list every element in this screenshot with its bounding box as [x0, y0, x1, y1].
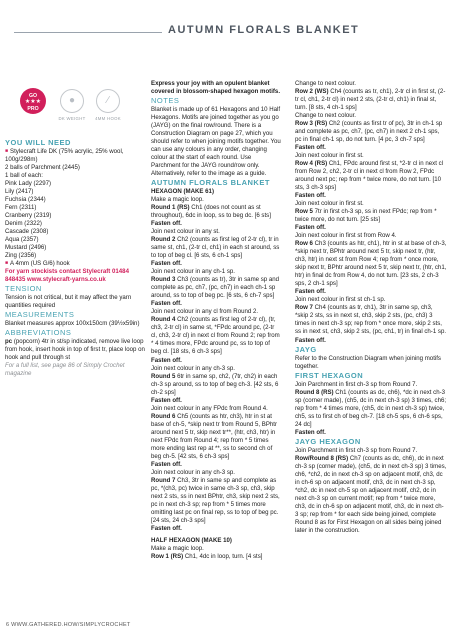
round-label: Round 7: [151, 476, 176, 484]
fasten-off: Fasten off.: [295, 428, 326, 436]
hook-size-caption: 4MM HOOK: [95, 116, 121, 121]
row-text: 7tr in first ch-3 sp, ss in next FPdc; rep from * twice more, do not turn. [25 sts]: [295, 208, 437, 224]
yarn-weight-caption: DK WEIGHT: [58, 116, 86, 121]
fasten-off: Fasten off.: [295, 288, 326, 296]
round-text: Ch2 (counts as first leg of 2-tr cl), (tr, ch3, 2-tr cl) in same st, *FPdc around pc, (2-tr cl, ch3, 2-tr cl) in next cl from Round 2; rep from * 4 times more, FPdc around pc, ss to top of beg cl. [18 sts, 6 ch-3 sps]: [151, 316, 280, 356]
abbreviation-definition: (popcorn) 4tr in st/sp indicated, remove live loop from hook, insert hook in top of first tr, place loop on hook and pull through st: [5, 338, 145, 362]
hexagon-heading: HEXAGON (MAKE 61): [151, 188, 214, 196]
first-round-8: [295, 389, 447, 429]
round-text: Ch7 (counts as dc, ch6), dc in next ch-3 sp (corner made), (ch5, dc in next ch-3 sp) 3 times, ch6, *ch2, dc in next ch-3 sp on adjacent motif, ch3, dc in ch-6 sp on adjacent motif, ch3, dc in next ch-3 sp, *ch2, dc in next ch-5 sp on adjacent motif, ch2, dc in next ch-3 sp on current motif; rep from * twice more, ch3, dc in ch-6 sp on adjacent motif, ch3, dc in next ch-3 sp; rep from * for each side being joined, complete Round 8 as for First Hexagon on all sides being joined later in the construction.: [295, 454, 447, 534]
round-label: Round 4: [151, 316, 176, 324]
round-4: [151, 316, 281, 356]
row-label: Row 3 (RS): [295, 120, 328, 128]
row-label: Row 2 (WS): [295, 88, 329, 96]
needs-item: Fern (2311): [5, 204, 37, 212]
half-row-2: [295, 88, 447, 112]
round-label: Round 8 (RS): [295, 388, 334, 396]
needs-item: ■ A 4mm (US G/6) hook: [5, 260, 145, 268]
fasten-off: Fasten off.: [151, 356, 182, 364]
instruction: Join Parchment in first ch-3 sp from Round 7.: [295, 446, 418, 454]
half-row-3: [295, 120, 447, 144]
round-label: Round 6: [151, 412, 176, 420]
fasten-off: Fasten off.: [151, 260, 182, 268]
abbreviation-reference: For a full list, see page 86 of Simply Crochet magazine: [5, 362, 125, 378]
header-rule: [14, 32, 162, 33]
jayg-text: Refer to the Construction Diagram when joining motifs together.: [295, 354, 441, 370]
round-label: Row/Round 8 (RS): [295, 454, 349, 462]
row-text: Ch1, 4dc in loop, turn. [4 sts]: [184, 552, 263, 560]
half-row-5: [295, 208, 447, 224]
instruction: Join next colour in first st from Row 4.: [295, 232, 397, 240]
instruction: Join next colour in any ch-3 sp.: [151, 468, 236, 476]
notes-text: Blanket is made up of 61 Hexagons and 10 Half Hexagons. Motifs are joined together as you go (JAYG) on the final row/round. There is a Construction Diagram on page 27, which you should refer to when joining motifs together. You can use any colours in any order, changing colour at the start of each round. Use Parchment for the JAYG round/row only. Alternatively, refer to the image as a guide.: [151, 106, 281, 178]
instruction: Change to next colour.: [295, 80, 356, 87]
fasten-off: Fasten off.: [151, 220, 182, 228]
instruction: Join next colour in any ch-1 sp.: [151, 268, 236, 276]
fasten-off: Fasten off.: [295, 192, 326, 200]
round-label: Round 3: [151, 276, 176, 284]
abbreviations-heading: ABBREVIATIONS: [5, 328, 72, 338]
instruction: Change to next colour.: [295, 112, 356, 120]
round-1: [151, 204, 281, 220]
pattern-column-1: [151, 80, 281, 561]
row-label: Row 4 (RS): [295, 160, 328, 168]
skill-stars: ★★★: [24, 99, 42, 105]
instruction: Join next colour in any cl from Round 2.: [151, 308, 259, 316]
needs-item: ■ Stylecraft Life DK (75% acrylic, 25% wool, 100g/298m): [5, 148, 145, 164]
tension-heading: TENSION: [5, 284, 42, 294]
page-footer: 6 WWW.GATHERED.HOW/SIMPLYCROCHET: [6, 622, 131, 628]
first-hexagon-heading: FIRST HEXAGON: [295, 370, 364, 380]
round-6: [151, 413, 281, 461]
round-text: Ch1 (does not count as st throughout), 6dc in loop, ss to beg dc. [6 sts]: [151, 204, 271, 220]
instruction: Join next colour in first st.: [295, 200, 364, 208]
needs-item: Cascade (2308): [5, 228, 49, 236]
round-text: Ch2 (counts as first leg of 2-tr cl), tr in same st, ch1, (2-tr cl, ch1) in each st around, ss to top of beg cl. [6 sts, 6 ch-1 sps]: [151, 236, 280, 260]
needs-item: Mustard (2496): [5, 244, 47, 252]
skill-level-badge: [20, 88, 46, 114]
half-hexagon-heading: HALF HEXAGON (MAKE 10): [151, 536, 232, 544]
intro-text: Express your joy with an opulent blanket covered in blossom-shaped hexagon motifs.: [151, 80, 281, 96]
half-row-7: [295, 304, 447, 336]
jayg-heading: JAYG: [295, 344, 317, 354]
round-text: Ch3 (counts as tr), 3tr in same sp and complete as pc, ch7, (pc, ch7) in each ch-1 sp around, ss to top of beg pc. [6 sts, 6 ch-7 sps]: [151, 276, 280, 300]
pattern-column-2: [295, 80, 447, 535]
row-text: Ch3 (counts as htr, ch1), htr in st at base of ch-3, *skip next tr, BPhtr around next 5 tr, skip next tr, (htr, ch3, htr) in next st from Row 4; rep from * once more, skip next tr, BPhtr around next 5 tr, skip next tr, (htr, ch1, htr) in final dc from Row 4, do not turn. [23 sts, 2 ch-3 sps, 2 ch-1 sps]: [295, 240, 447, 288]
half-row-6: [295, 240, 447, 288]
instruction: Make a magic loop.: [151, 196, 204, 204]
crochet-hook-icon: ∕: [96, 89, 120, 113]
row-label: Row 5: [295, 208, 313, 216]
round-7: [151, 477, 281, 525]
row-label: Row 1 (RS): [151, 552, 184, 560]
page-title: AUTUMN FLORALS BLANKET: [168, 24, 360, 36]
instruction: Join next colour in first st ch-1 sp.: [295, 296, 386, 304]
instruction: Join Parchment in first ch-3 sp from Round 7.: [295, 380, 418, 388]
round-text: Ch5 (counts as htr, ch3), htr in st at base of ch-5, *skip next tr from Round 5, BPhtr around next 5 tr, skip next tr**, (htr, ch3, htr) in next FPdc from Round 4; rep from * 5 times more ending last rep at **, ss to second ch of beg ch-5. [42 sts, 6 ch-3 sps]: [151, 412, 277, 460]
row-label: Row 6: [295, 240, 313, 248]
needs-item: 1 ball of each:: [5, 172, 43, 180]
skill-level-top: GO: [28, 93, 38, 99]
instruction: Join next colour in any st.: [151, 228, 220, 236]
tension-text: Tension is not critical, but it may affect the yarn quantities required: [5, 294, 132, 310]
round-5: [151, 373, 281, 397]
needs-item: Zing (2356): [5, 252, 37, 260]
abbreviation-entry: [5, 338, 145, 362]
round-3: [151, 276, 281, 300]
notes-heading: NOTES: [151, 96, 180, 106]
jayg-round-8: [295, 455, 447, 535]
needs-item: Fuchsia (2344): [5, 196, 46, 204]
needs-item: Denim (2322): [5, 220, 42, 228]
fasten-off: Fasten off.: [295, 336, 326, 344]
fasten-off: Fasten off.: [151, 396, 182, 404]
page-header: [0, 22, 453, 42]
row-text: Ch4 (counts as tr, ch1), 2-tr cl in first st, (2-tr cl, ch1, 2-tr cl) in next 2 sts, (2-tr cl, ch1) in final st, turn. [8 sts, 4 ch-1 sps]: [295, 88, 446, 112]
half-row-4: [295, 160, 447, 192]
fasten-off: Fasten off.: [151, 524, 182, 532]
row-text: Ch2 (counts as first tr of pc), 3tr in ch-1 sp and complete as pc, ch7, (pc, ch7) in next 2 ch-1 sps, pc in final ch-1 sp, do not turn. [4 pc, 3 ch-7 sps]: [295, 120, 443, 144]
instruction: Join next colour in first st.: [295, 152, 364, 160]
instruction: Join next colour in any ch-3 sp.: [151, 364, 236, 372]
round-label: Round 2: [151, 236, 176, 244]
yarn-ball-icon: ●: [60, 89, 84, 113]
fasten-off: Fasten off.: [151, 300, 182, 308]
round-2: [151, 236, 281, 260]
fasten-off: Fasten off.: [295, 144, 326, 152]
needs-item: 2 balls of Parchment (2445): [5, 164, 80, 172]
round-label: Round 1 (RS): [151, 204, 190, 212]
needs-item: Pink Lady (2297): [5, 180, 52, 188]
abbreviation-term: pc: [5, 338, 13, 346]
needs-item: Aqua (2357): [5, 236, 39, 244]
fasten-off: Fasten off.: [295, 224, 326, 232]
row-text: Ch4 (counts as tr, ch1), 3tr in same sp, ch3, *skip 2 sts, ss in next st, ch3, skip 2 sts, (pc, ch3) 3 times in next ch-3 sp; rep from * once more, skip 2 sts, ss in next st, ch3, skip 2 sts, (pc, ch1, tr) in final ch-1 sp.: [295, 304, 447, 336]
stockists-note: For yarn stockists contact Stylecraft 01484 848435 www.stylecraft-yarns.co.uk: [5, 268, 129, 284]
row-text: Ch1, FPdc around first st, *2-tr cl in next cl from Row 2, ch2, 2-tr cl in next cl from Row 2, FPdc around next pc; rep from * twice more, do not turn. [10 sts, 3 ch-3 sps]: [295, 160, 444, 192]
instruction: Make a magic loop.: [151, 544, 204, 552]
pattern-badges: [20, 88, 148, 134]
pattern-title: AUTUMN FLORALS BLANKET: [151, 178, 270, 188]
round-label: Round 5: [151, 372, 176, 380]
measurements-text: Blanket measures approx 100x150cm (39½x59in): [5, 320, 140, 328]
fasten-off: Fasten off.: [151, 460, 182, 468]
skill-level-label: PRO: [27, 106, 39, 112]
needs-item: Cranberry (2319): [5, 212, 52, 220]
round-text: 6tr in same sp, ch2, (7tr, ch2) in each ch-3 sp around, ss to top of beg ch-3. [42 sts, 6 ch-2 sps]: [151, 372, 279, 396]
round-text: Ch3, 3tr in same sp and complete as pc, *(ch3, pc) twice in same ch-3 sp, ch3, skip next 2 sts, ss in next BPhtr, ch3, skip next 2 sts, pc in next ch-3 sp; rep from * 5 times more omitting last pc on final rep, ss to top of beg pc. [24 sts, 24 ch-3 sps]: [151, 476, 280, 524]
materials-column: [5, 138, 145, 378]
you-will-need-heading: YOU WILL NEED: [5, 138, 71, 147]
instruction: Join next colour in any FPdc from Round 4.: [151, 404, 268, 412]
jayg-hexagon-heading: JAYG HEXAGON: [295, 436, 361, 446]
round-text: Ch1 (counts as dc, ch6), *dc in next ch-3 sp (corner made), (ch5, dc in next ch-3 sp) 3 times, ch6; rep from * 4 times more, (ch5, dc in next ch-3 sp) twice, ch5, ss to first ch of beg ch-7. [18 ch-5 sps, 6 ch-6 sps, 24 dc]: [295, 388, 447, 428]
row-label: Row 7: [295, 304, 313, 312]
needs-item: Lily (2417): [5, 188, 34, 196]
half-row-1: [151, 553, 281, 561]
measurements-heading: MEASUREMENTS: [5, 310, 75, 320]
